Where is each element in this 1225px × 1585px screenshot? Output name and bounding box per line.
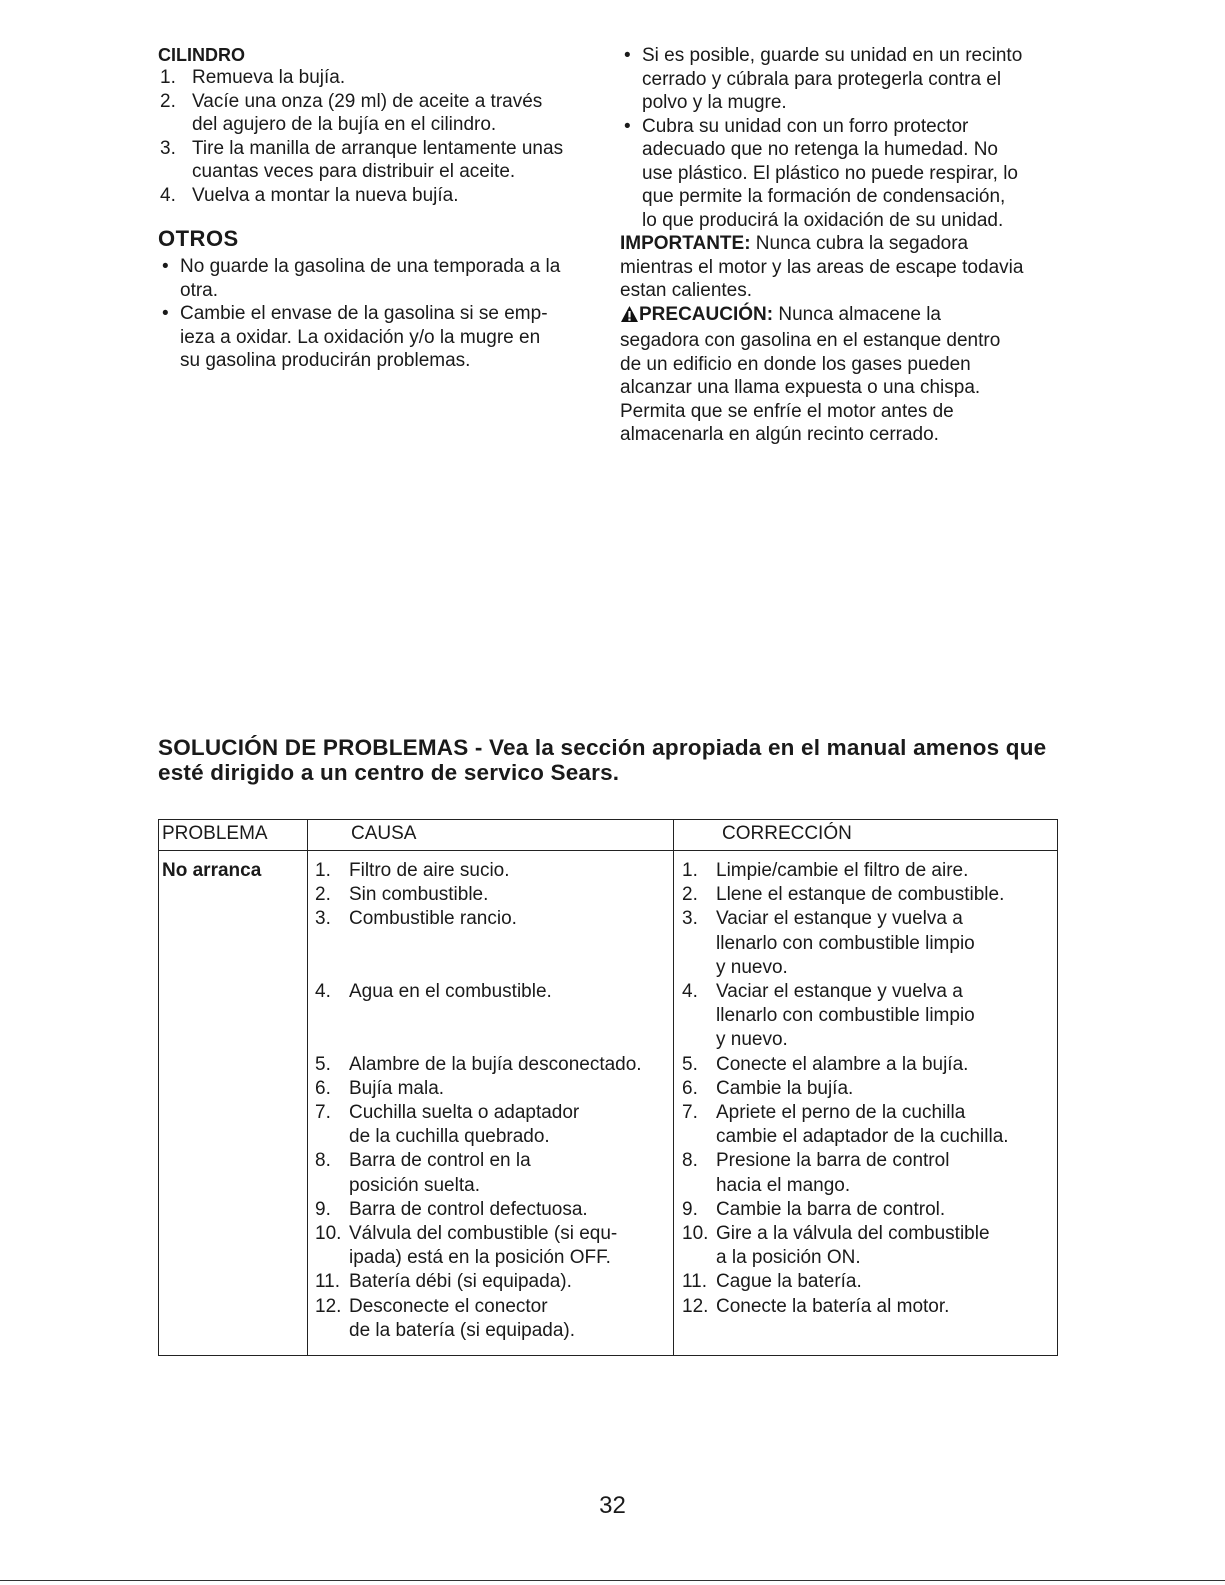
text-line: otra.: [180, 279, 219, 301]
page-bottom-rule: [0, 1580, 1225, 1581]
text-line: Desconecte el conector: [349, 1295, 548, 1317]
item-number: 12.: [682, 1295, 709, 1317]
correction-item: [682, 1198, 1057, 1222]
cilindro-heading: CILINDRO: [158, 45, 245, 65]
header-problem: PROBLEMA: [162, 823, 268, 844]
text-line: estan calientes.: [620, 280, 753, 301]
text-line: llenarlo con combustible limpio: [716, 1005, 975, 1027]
cilindro-steps: [158, 66, 598, 207]
header-cause: CAUSA: [351, 823, 417, 844]
text-line: Limpie/cambie el filtro de aire.: [716, 860, 969, 881]
cilindro-step: [158, 90, 598, 137]
text-line: segadora con gasolina en el estanque dentro: [620, 330, 1001, 351]
item-number: 6.: [682, 1077, 698, 1099]
cause-item: [315, 1101, 675, 1149]
storage-bullet: [620, 115, 1060, 233]
correction-item: [682, 1222, 1057, 1270]
storage-bullets: [620, 44, 1060, 232]
item-number: 3.: [682, 908, 698, 930]
cause-item: [315, 907, 675, 931]
text-line: ipada) está en la posición OFF.: [349, 1247, 611, 1269]
text-line: Vacíe una onza (29 ml) de aceite a través: [192, 90, 543, 112]
item-number: 6.: [315, 1077, 331, 1099]
troubleshooting-title-line1: SOLUCIÓN DE PROBLEMAS - Vea la sección apropiada en el manual amenos que: [158, 735, 1047, 760]
text-line: adecuado que no retenga la humedad. No: [642, 139, 998, 160]
otros-bullet: [158, 255, 598, 302]
cilindro-step: [158, 66, 598, 90]
page-number: 32: [599, 1492, 626, 1519]
text-line: mientras el motor y las areas de escape todavia: [620, 256, 1024, 278]
text-line: cerrado y cúbrala para protegerla contra el: [642, 68, 1002, 90]
correction-item: [682, 883, 1057, 907]
text-line: Cubra su unidad con un forro protector: [642, 115, 969, 137]
text-line: Nunca cubra la segadora: [750, 233, 969, 254]
text-line: Cambie el envase de la gasolina si se emp-: [180, 303, 548, 324]
cause-item: [315, 1270, 675, 1294]
cilindro-step: [158, 184, 598, 208]
troubleshooting-title-line2: esté dirigido a un centro de servico Sears.: [158, 760, 620, 785]
text-line: Conecte el alambre a la bujía.: [716, 1053, 969, 1075]
text-line: cuantas veces para distribuir el aceite.: [192, 161, 516, 182]
bullet-icon: •: [624, 115, 631, 137]
text-line: Vuelva a montar la nueva bujía.: [192, 184, 459, 206]
text-line: Barra de control en la: [349, 1150, 531, 1172]
row-spacer: [315, 1028, 675, 1052]
storage-bullet: [620, 44, 1060, 115]
text-line: Cambie la barra de control.: [716, 1198, 946, 1220]
text-line: su gasolina producirán problemas.: [180, 350, 471, 371]
text-line: Remueva la bujía.: [192, 67, 346, 88]
item-number: 9.: [682, 1198, 698, 1220]
text-line: del agujero de la bujía en el cilindro.: [192, 114, 497, 135]
otros-bullets: [158, 255, 598, 373]
text-line: Gire a la válvula del combustible: [716, 1223, 990, 1245]
cause-item: [315, 859, 675, 883]
text-line: posición suelta.: [349, 1174, 480, 1196]
text-line: Válvula del combustible (si equ-: [349, 1222, 618, 1244]
cause-item: [315, 1295, 675, 1343]
text-line: a la posición ON.: [716, 1247, 861, 1269]
header-correction: CORRECCIÓN: [722, 823, 852, 844]
text-line: Permita que se enfríe el motor antes de: [620, 400, 954, 422]
bullet-icon: •: [624, 45, 631, 66]
cause-item: [315, 980, 675, 1004]
text-line: Presione la barra de control: [716, 1150, 950, 1172]
text-line: Llene el estanque de combustible.: [716, 884, 1005, 906]
item-number: 8.: [682, 1150, 698, 1172]
correction-item: [682, 1053, 1057, 1077]
text-line: Cuchilla suelta o adaptador: [349, 1101, 580, 1123]
table-header-rule: [159, 850, 1057, 851]
text-line: y nuevo.: [716, 1029, 788, 1051]
text-line: Sin combustible.: [349, 884, 489, 906]
row-spacer: [315, 932, 675, 956]
causes-list: [315, 859, 675, 1343]
text-line: hacia el mango.: [716, 1174, 851, 1196]
otros-bullet: [158, 302, 598, 373]
correction-item: [682, 1077, 1057, 1101]
row-spacer: [315, 1004, 675, 1028]
correction-item: [682, 1295, 1057, 1319]
text-line: lo que producirá la oxidación de su unidad.: [642, 209, 1004, 231]
step-number: 1.: [160, 67, 176, 88]
table-divider: [307, 820, 308, 1355]
item-number: 10.: [682, 1223, 709, 1245]
troubleshooting-table: [158, 819, 1058, 1356]
problem-cell: No arranca: [162, 860, 262, 881]
item-number: 1.: [315, 860, 331, 881]
corrections-list: [682, 859, 1057, 1319]
item-number: 2.: [315, 884, 331, 906]
item-number: 11.: [315, 1271, 341, 1293]
item-number: 7.: [682, 1102, 698, 1124]
text-line: No guarde la gasolina de una temporada a la: [180, 256, 561, 277]
text-line: y nuevo.: [716, 956, 788, 978]
text-line: polvo y la mugre.: [642, 92, 787, 113]
cause-item: [315, 883, 675, 907]
text-line: Cague la batería.: [716, 1271, 862, 1293]
right-column: [620, 44, 1060, 447]
item-number: 4.: [682, 981, 698, 1003]
text-line: cambie el adaptador de la cuchilla.: [716, 1126, 1009, 1148]
correction-item: [682, 1270, 1057, 1294]
cause-item: [315, 1198, 675, 1222]
text-line: Tire la manilla de arranque lentamente unas: [192, 137, 564, 159]
troubleshooting-title: [158, 735, 1068, 785]
bullet-icon: •: [162, 256, 169, 277]
caution-label: PRECAUCIÓN:: [639, 303, 774, 325]
item-number: 3.: [315, 908, 331, 930]
correction-item: [682, 980, 1057, 1053]
caution-note: [620, 303, 1060, 447]
item-number: 9.: [315, 1198, 331, 1220]
step-number: 4.: [160, 184, 176, 206]
item-number: 5.: [315, 1053, 331, 1075]
text-line: Nunca almacene la: [773, 303, 941, 325]
item-number: 1.: [682, 860, 698, 881]
row-spacer: [315, 956, 675, 980]
text-line: Filtro de aire sucio.: [349, 860, 510, 881]
correction-item: [682, 1101, 1057, 1149]
text-line: Barra de control defectuosa.: [349, 1198, 588, 1220]
correction-item: [682, 907, 1057, 980]
text-line: de un edificio en donde los gases pueden: [620, 353, 971, 375]
correction-item: [682, 1149, 1057, 1197]
text-line: Si es posible, guarde su unidad en un recinto: [642, 45, 1023, 66]
cilindro-step: [158, 137, 598, 184]
text-line: ieza a oxidar. La oxidación y/o la mugre en: [180, 326, 541, 348]
bullet-icon: •: [162, 303, 169, 324]
item-number: 8.: [315, 1150, 331, 1172]
text-line: Vaciar el estanque y vuelva a: [716, 908, 963, 930]
important-label: IMPORTANTE:: [620, 233, 751, 254]
item-number: 4.: [315, 980, 331, 1002]
text-line: llenarlo con combustible limpio: [716, 932, 975, 954]
text-line: Cambie la bujía.: [716, 1077, 854, 1099]
text-line: Conecte la batería al motor.: [716, 1295, 950, 1317]
text-line: Bujía mala.: [349, 1077, 445, 1099]
important-note: [620, 232, 1060, 303]
item-number: 11.: [682, 1271, 708, 1293]
step-number: 2.: [160, 90, 176, 112]
text-line: use plástico. El plástico no puede respirar, lo: [642, 162, 1018, 184]
item-number: 7.: [315, 1101, 331, 1123]
text-line: Apriete el perno de la cuchilla: [716, 1102, 966, 1124]
text-line: Combustible rancio.: [349, 908, 517, 930]
cause-item: [315, 1222, 675, 1270]
item-number: 2.: [682, 884, 698, 906]
text-line: Batería débi (si equipada).: [349, 1271, 572, 1293]
item-number: 10.: [315, 1222, 342, 1244]
text-line: Alambre de la bujía desconectado.: [349, 1053, 642, 1075]
text-line: alcanzar una llama expuesta o una chispa.: [620, 377, 981, 398]
warning-triangle-icon: [620, 305, 639, 330]
text-line: Agua en el combustible.: [349, 980, 552, 1002]
cause-item: [315, 1077, 675, 1101]
correction-item: [682, 859, 1057, 883]
text-line: almacenarla en algún recinto cerrado.: [620, 424, 939, 445]
item-number: 5.: [682, 1053, 698, 1075]
left-column: [158, 44, 598, 373]
step-number: 3.: [160, 137, 176, 159]
otros-heading: OTROS: [158, 226, 239, 251]
text-line: Vaciar el estanque y vuelva a: [716, 981, 963, 1003]
cause-item: [315, 1053, 675, 1077]
text-line: que permite la formación de condensación,: [642, 186, 1006, 207]
item-number: 12.: [315, 1295, 342, 1317]
cause-item: [315, 1149, 675, 1197]
text-line: de la cuchilla quebrado.: [349, 1126, 550, 1148]
text-line: de la batería (si equipada).: [349, 1319, 576, 1341]
